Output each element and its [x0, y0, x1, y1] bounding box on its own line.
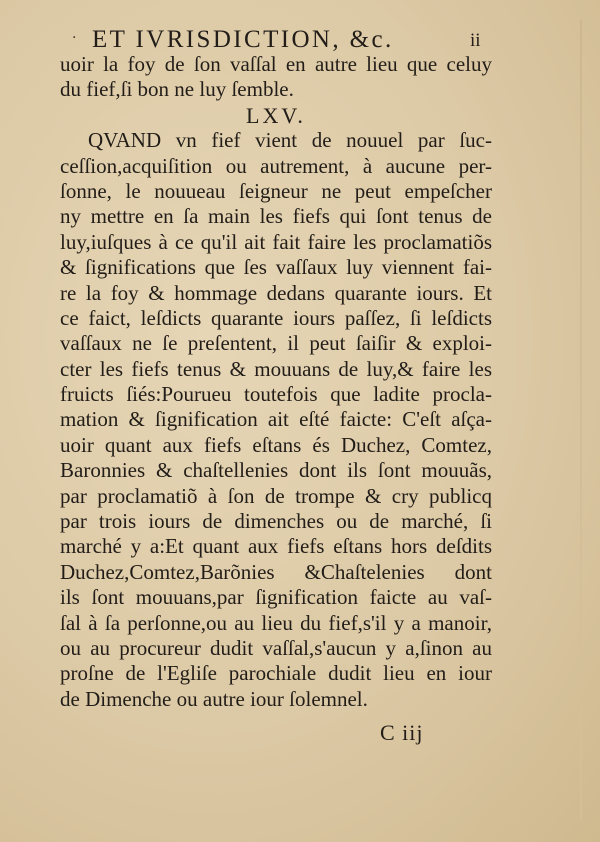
text-line: marché y a:Et quant aux fiefs eſtans hors deſdits: [60, 534, 492, 559]
text-line: vaſſaux ne ſe preſentent, il peut ſaiſir & exploi-: [60, 331, 492, 356]
text-line: Duchez,Comtez,Barõnies &Chaſtelenies dont: [60, 559, 492, 584]
section-heading: LXV.: [246, 102, 306, 128]
text-line: & ſignifications que ſes vaſſaux luy viennent fai-: [60, 255, 492, 280]
text-line: du fief,ſi bon ne luy ſemble.: [60, 77, 294, 102]
text-line: re la foy & hommage dedans quarante iours. Et: [60, 280, 492, 305]
text-line: ny mettre en ſa main les fiefs qui ſont tenus de: [60, 204, 492, 229]
signature-mark: C iij: [380, 720, 424, 745]
text-line: ce faict, leſdicts quarante iours paſſez, ſi leſdicts: [60, 305, 492, 330]
text-line: ſonne, le nouueau ſeigneur ne peut empeſcher: [60, 178, 492, 203]
running-title: ET IVRISDICTION, &c.: [92, 26, 394, 53]
text-line: uoir quant aux fiefs eſtans és Duchez, Comtez,: [60, 432, 492, 457]
text-line: ils ſont mouuans,par ſignification faicte au vaſ-: [60, 585, 492, 610]
text-line: mation & ſignification ait eſté faicte: C'eſt aſça-: [60, 407, 492, 432]
text-line: de Dimenche ou autre iour ſolemnel.: [60, 686, 368, 711]
text-line: uoir la foy de ſon vaſſal en autre lieu que celuy: [60, 52, 492, 76]
text-line: Baronnies & chaſtellenies dont ils ſont mouuãs,: [60, 458, 492, 483]
text-block: [60, 52, 492, 712]
page-gutter-shadow: [580, 20, 582, 820]
text-line: ceſſion,acquiſition ou autrement, à aucune per-: [60, 153, 492, 178]
text-line: proſne de l'Egliſe parochiale dudit lieu en iour: [60, 661, 492, 686]
text-line: par proclamatiõ à ſon de trompe & cry publicq: [60, 483, 492, 508]
text-line: ou au procureur dudit vaſſal,s'aucun y a,ſinon au: [60, 635, 492, 660]
text-line: luy,iuſques à ce qu'il ait fait faire les proclamatiõs: [60, 229, 492, 254]
text-line: par trois iours de dimenches ou de marché, ſi: [60, 509, 492, 534]
text-line: cter les fiefs tenus & mouuans de luy,& faire les: [60, 356, 492, 381]
text-line: QVAND vn fief vient de nouuel par ſuc-: [88, 128, 492, 153]
running-head-ornament: ·: [72, 30, 77, 46]
folio-number: ii: [470, 30, 481, 51]
text-line: fruicts ſiés:Pourueu toutefois que ladite procla-: [60, 382, 492, 407]
text-line: ſal à ſa perſonne,ou au lieu du fief,s'il y a manoir,: [60, 610, 492, 635]
